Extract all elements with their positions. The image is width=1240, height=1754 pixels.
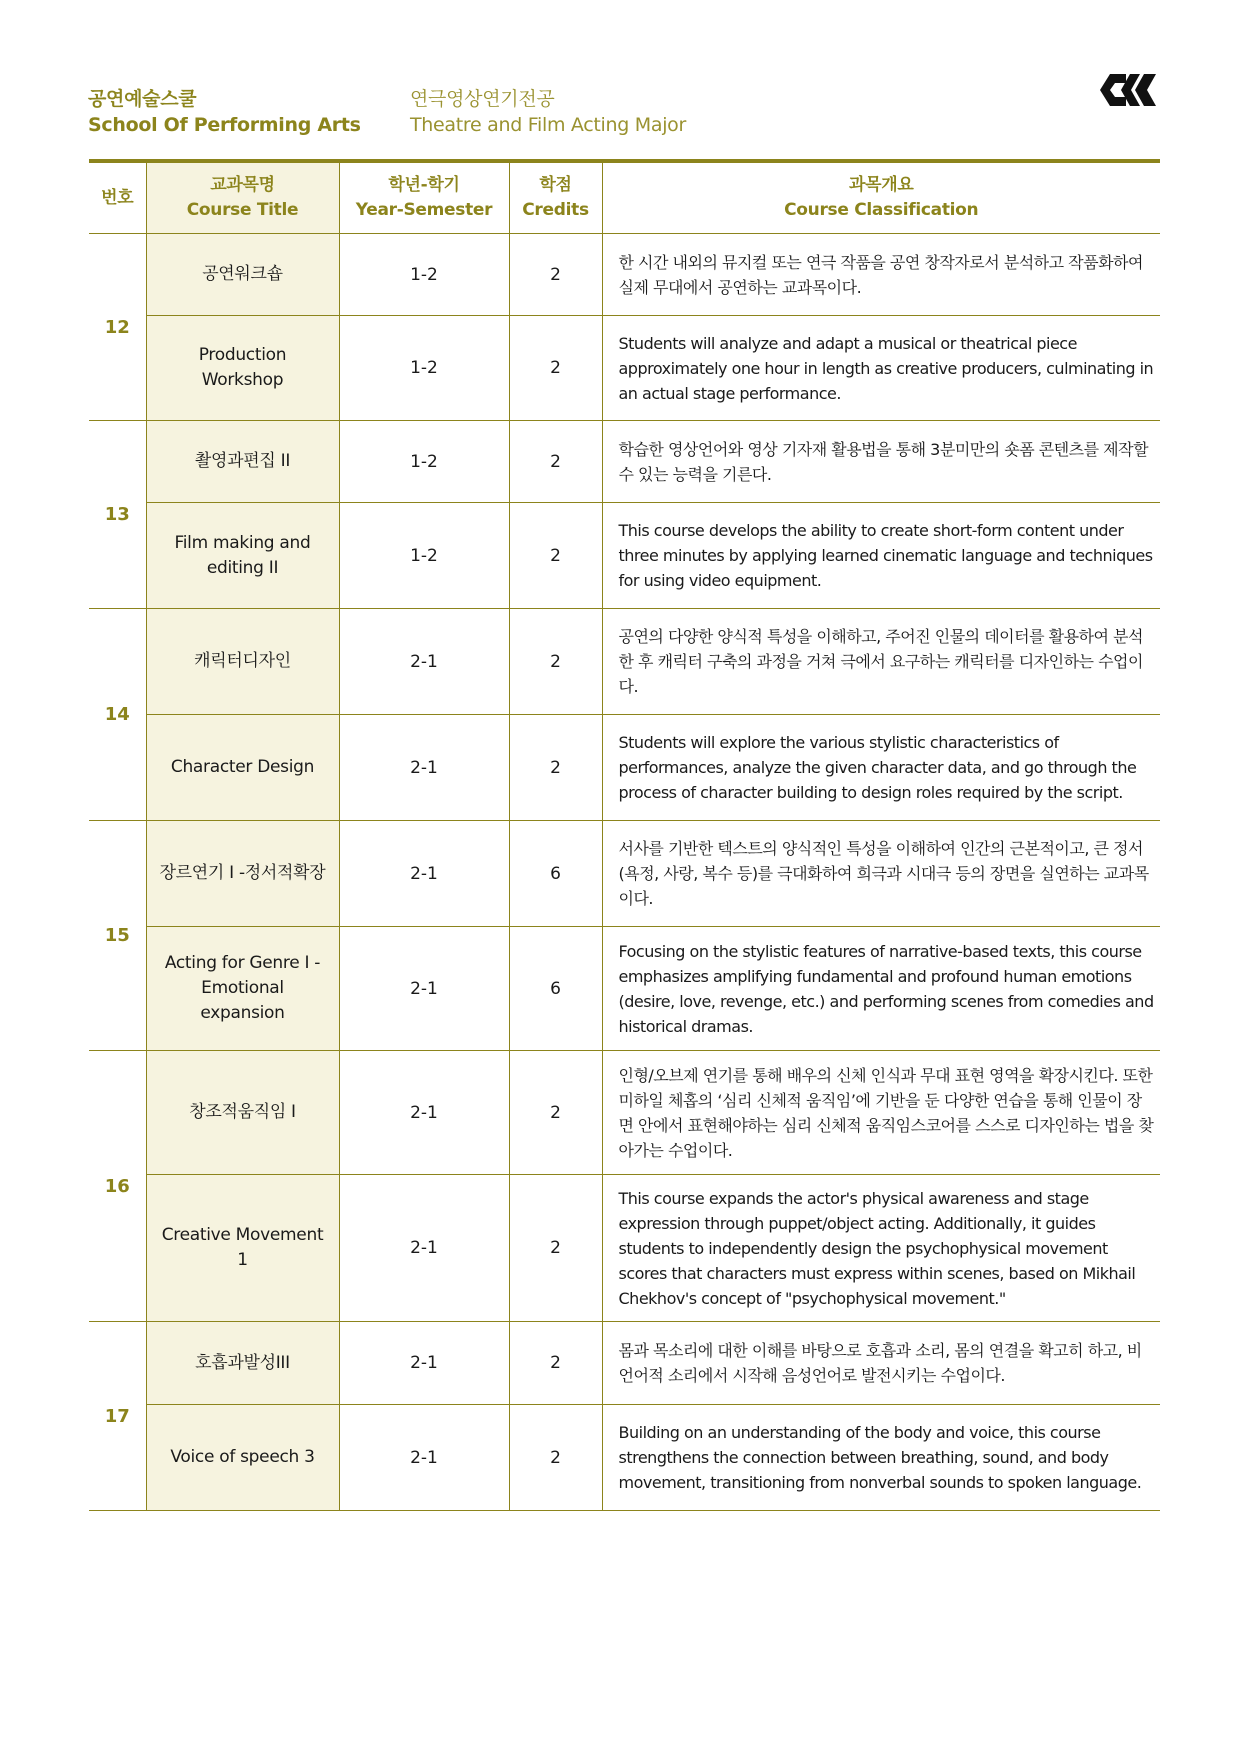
course-description: 인형/오브제 연기를 통해 배우의 신체 인식과 무대 표현 영역을 확장시킨다. 또한 미하일 체홉의 ‘심리 신체적 움직임’에 기반을 둔 다양한 연습을 통해 인물이 장면 안에서 표현해야하는 심리 신체적 움직임스코어를 스스로 디자인하는 법을 찾아가는 수업이다.: [602, 1051, 1160, 1175]
course-number: 15: [89, 821, 146, 1051]
course-description: Focusing on the stylistic features of narrative-based texts, this course emphasizes amplifying fundamental and profound human emotions (desire, love, revenge, etc.) and performing scenes from comedies and historical dramas.: [602, 927, 1160, 1051]
course-description: 몸과 목소리에 대한 이해를 바탕으로 호흡과 소리, 몸의 연결을 확고히 하고, 비언어적 소리에서 시작해 음성언어로 발전시키는 수업이다.: [602, 1322, 1160, 1405]
course-description: Students will explore the various stylistic characteristics of performances, analyze the given character data, and go through the process of character building to design roles required by the script.: [602, 715, 1160, 821]
course-description: Building on an understanding of the body and voice, this course strengthens the connection between breathing, sound, and body movement, transitioning from nonverbal sounds to spoken language.: [602, 1405, 1160, 1511]
course-title: Film making and editing II: [146, 503, 339, 609]
course-description: This course develops the ability to create short-form content under three minutes by applying learned cinematic language and techniques for using video equipment.: [602, 503, 1160, 609]
course-credits: 2: [509, 234, 602, 316]
table-row: [89, 503, 1160, 609]
course-year-semester: 2-1: [339, 1175, 509, 1322]
table-header-row: [89, 163, 1160, 234]
course-number: 14: [89, 609, 146, 821]
col-header-credits: 학점 Credits: [509, 163, 602, 234]
course-year-semester: 1-2: [339, 234, 509, 316]
course-credits: 2: [509, 1051, 602, 1175]
major-header: [410, 86, 686, 138]
course-year-semester: 1-2: [339, 421, 509, 503]
major-name-ko: 연극영상연기전공: [410, 88, 555, 110]
major-name-en: Theatre and Film Acting Major: [410, 114, 687, 136]
course-credits: 6: [509, 821, 602, 927]
course-description: 학습한 영상언어와 영상 기자재 활용법을 통해 3분미만의 숏폼 콘텐츠를 제작할 수 있는 능력을 기른다.: [602, 421, 1160, 503]
col-header-description: 과목개요 Course Classification: [602, 163, 1160, 234]
course-credits: 2: [509, 715, 602, 821]
course-credits: 2: [509, 503, 602, 609]
course-description: Students will analyze and adapt a musical or theatrical piece approximately one hour in length as creative producers, culminating in an actual stage performance.: [602, 316, 1160, 421]
course-credits: 2: [509, 1405, 602, 1511]
table-row: [89, 1405, 1160, 1511]
course-title: Creative Movement 1: [146, 1175, 339, 1322]
table-row: [89, 316, 1160, 421]
course-year-semester: 1-2: [339, 316, 509, 421]
school-name-ko: 공연예술스쿨: [88, 88, 197, 110]
course-credits: 2: [509, 316, 602, 421]
course-description: This course expands the actor's physical awareness and stage expression through puppet/object acting. Additionally, it guides students to independently design the psychophysical movement scores that characters must express within scenes, based on Mikhail Chekhov's concept of "psychophysical movement.": [602, 1175, 1160, 1322]
course-title: Voice of speech 3: [146, 1405, 339, 1511]
course-title: 촬영과편집 II: [146, 421, 339, 503]
table-row: [89, 609, 1160, 715]
course-year-semester: 2-1: [339, 1322, 509, 1405]
course-credits: 2: [509, 421, 602, 503]
course-credits: 2: [509, 609, 602, 715]
course-description: 서사를 기반한 텍스트의 양식적인 특성을 이해하여 인간의 근본적이고, 큰 정서(욕정, 사랑, 복수 등)를 극대화하여 희극과 시대극 등의 장면을 실연하는 교과목이다.: [602, 821, 1160, 927]
course-title: 창조적움직임 I: [146, 1051, 339, 1175]
table-row: [89, 1051, 1160, 1175]
course-number: 17: [89, 1322, 146, 1511]
course-number: 16: [89, 1051, 146, 1322]
course-year-semester: 2-1: [339, 1051, 509, 1175]
table-row: [89, 421, 1160, 503]
course-year-semester: 2-1: [339, 609, 509, 715]
course-number: 12: [89, 234, 146, 421]
course-title: 공연워크숍: [146, 234, 339, 316]
school-header: [88, 86, 361, 138]
course-credits: 2: [509, 1322, 602, 1405]
course-credits: 6: [509, 927, 602, 1051]
school-name-en: School Of Performing Arts: [88, 114, 361, 136]
course-number: 13: [89, 421, 146, 609]
table-row: [89, 927, 1160, 1051]
table-row: [89, 1175, 1160, 1322]
course-title: 캐릭터디자인: [146, 609, 339, 715]
course-title: Acting for Genre I - Emotional expansion: [146, 927, 339, 1051]
ck-logo-icon: [1096, 70, 1160, 110]
table-row: [89, 1322, 1160, 1405]
course-description: 공연의 다양한 양식적 특성을 이해하고, 주어진 인물의 데이터를 활용하여 분석한 후 캐릭터 구축의 과정을 거쳐 극에서 요구하는 캐릭터를 디자인하는 수업이다.: [602, 609, 1160, 715]
table-row: [89, 234, 1160, 316]
course-credits: 2: [509, 1175, 602, 1322]
course-title: Production Workshop: [146, 316, 339, 421]
table-row: [89, 715, 1160, 821]
course-year-semester: 2-1: [339, 927, 509, 1051]
col-header-title: 교과목명 Course Title: [146, 163, 339, 234]
course-year-semester: 2-1: [339, 715, 509, 821]
course-year-semester: 2-1: [339, 821, 509, 927]
table-row: [89, 821, 1160, 927]
col-header-number: 번호: [89, 163, 146, 234]
course-description: 한 시간 내외의 뮤지컬 또는 연극 작품을 공연 창작자로서 분석하고 작품화하여 실제 무대에서 공연하는 교과목이다.: [602, 234, 1160, 316]
course-year-semester: 2-1: [339, 1405, 509, 1511]
course-title: 호흡과발성III: [146, 1322, 339, 1405]
course-year-semester: 1-2: [339, 503, 509, 609]
col-header-year-semester: 학년-학기 Year-Semester: [339, 163, 509, 234]
course-title: Character Design: [146, 715, 339, 821]
course-title: 장르연기 I -정서적확장: [146, 821, 339, 927]
course-table: [89, 163, 1160, 1511]
